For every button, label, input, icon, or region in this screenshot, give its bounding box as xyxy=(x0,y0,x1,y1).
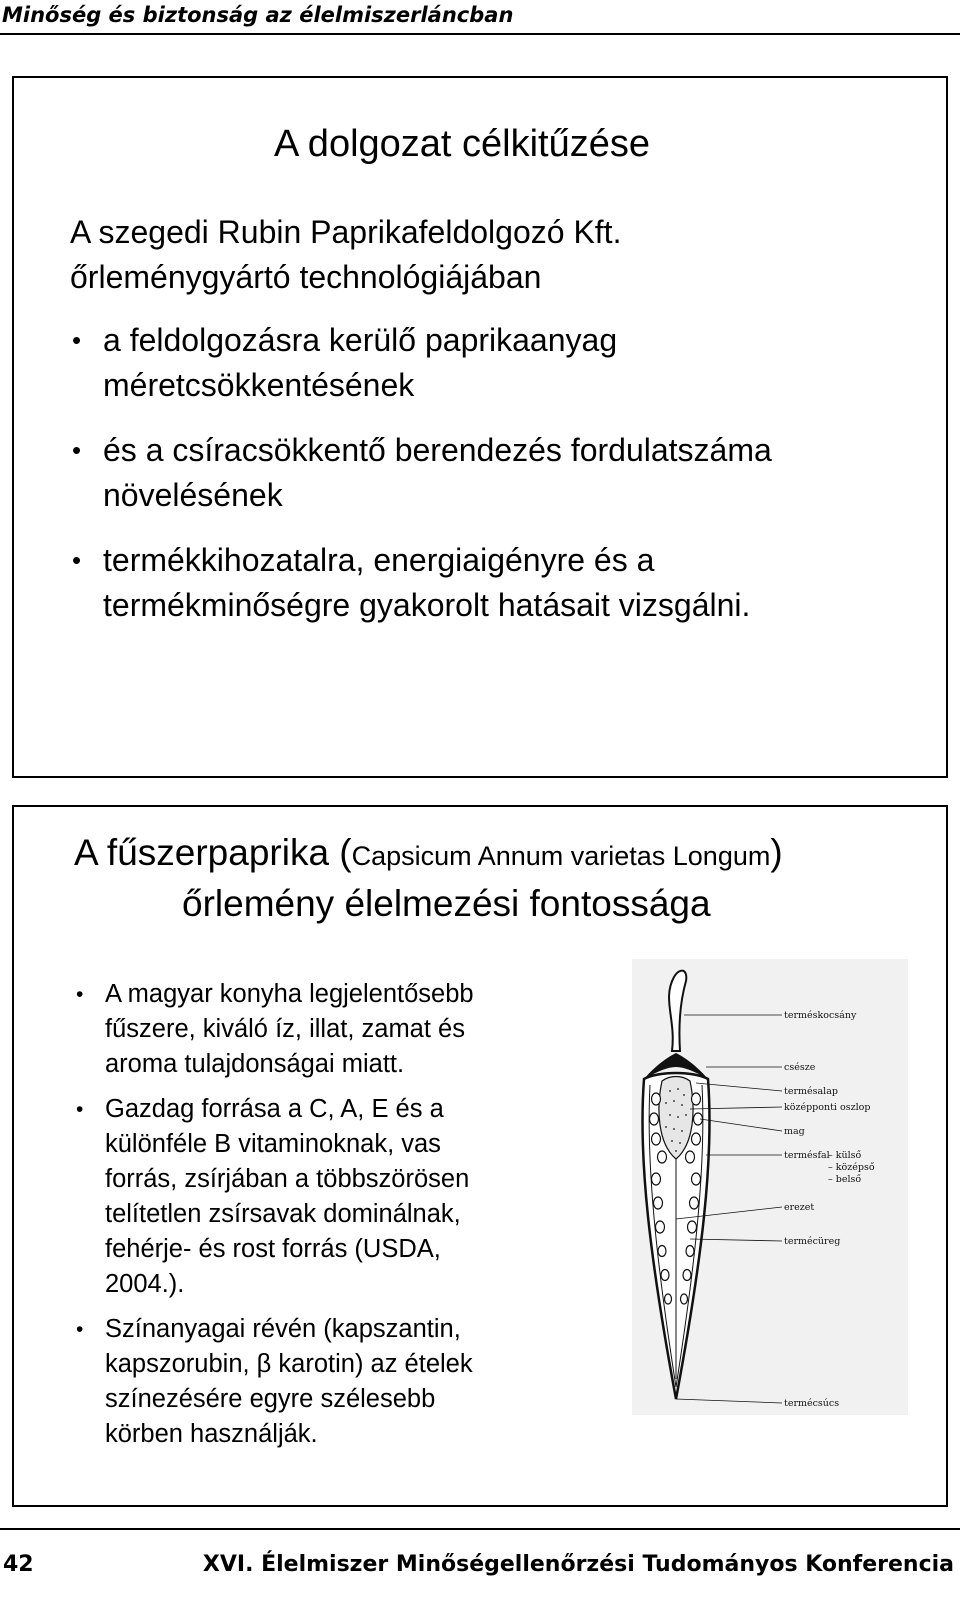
label-seed: mag xyxy=(784,1126,805,1137)
bullet-item xyxy=(70,538,772,628)
intro-line: őrleménygyártó technológiájában xyxy=(70,259,542,295)
label-stalk: terméskocsány xyxy=(784,1010,857,1021)
bullet-line: termékminőségre gyakorolt hatásait vizsgálni. xyxy=(103,587,751,623)
bullet-line: kapszorubin, β karotin) az ételek xyxy=(105,1350,473,1378)
bullet-item xyxy=(72,1312,612,1452)
label-vein: erezet xyxy=(784,1202,815,1213)
bullet-item xyxy=(70,318,772,408)
bullet-line: növelésének xyxy=(103,477,283,513)
header-rule xyxy=(0,33,960,35)
label-cavity: terméсüreg xyxy=(784,1236,841,1247)
bullet-line: • A magyar konyha legjelentősebb xyxy=(105,980,474,1008)
bullet-line: • a feldolgozásra kerülő paprikaanyag xyxy=(103,322,618,358)
slide2-title xyxy=(74,829,783,928)
conference-name: XVI. Élelmiszer Minőségellenőrzési Tudományos Konferencia xyxy=(202,1552,954,1577)
bullet-line: aroma tulajdonságai miatt. xyxy=(105,1050,405,1078)
slide2-bullet-list xyxy=(72,977,612,1462)
slide-objectives xyxy=(12,76,948,778)
slide1-title: A dolgozat célkitűzése xyxy=(274,123,651,165)
slide1-intro xyxy=(70,210,621,300)
bullet-line: • és a csíracsökkentő berendezés fordulatszáma xyxy=(103,432,772,468)
title-part: A fűszerpaprika ( xyxy=(74,832,352,873)
slide-importance xyxy=(12,805,948,1507)
pepper-cross-section-figure xyxy=(632,959,908,1415)
intro-line: A szegedi Rubin Paprikafeldolgozó Kft. xyxy=(70,214,622,250)
stalk-shape xyxy=(669,971,686,1051)
title-latin-name: Capsicum Annum varietas Longum xyxy=(351,841,771,871)
bullet-line: körben használják. xyxy=(105,1420,318,1448)
label-base: termésalap xyxy=(784,1086,838,1097)
label-wall-inner: – belső xyxy=(828,1174,862,1185)
bullet-line: • Gazdag forrása a C, A, E és a xyxy=(105,1095,444,1123)
bullet-line: telítetlen zsírsavak dominálnak, xyxy=(105,1200,461,1228)
title-part: ) xyxy=(770,832,783,873)
slide1-bullet-list xyxy=(70,318,772,648)
bullet-item xyxy=(72,977,612,1082)
pepper-diagram xyxy=(632,959,908,1415)
page-number: 42 xyxy=(3,1552,34,1577)
page-footer xyxy=(0,1528,960,1588)
bullet-item xyxy=(70,428,772,518)
header-title: Minőség és biztonság az élelmiszerláncban xyxy=(2,3,514,27)
label-column: középponti oszlop xyxy=(784,1102,871,1113)
bullet-line: forrás, zsírjában a többszörösen xyxy=(105,1165,470,1193)
bullet-line: • Színanyagai révén (kapszantin, xyxy=(105,1315,461,1343)
bullet-line: 2004.). xyxy=(105,1270,185,1298)
bullet-line: színezésére egyre szélesebb xyxy=(105,1385,436,1413)
label-wall-outer: – külső xyxy=(828,1150,862,1161)
page-header xyxy=(0,0,960,36)
bullet-item xyxy=(72,1092,612,1302)
bullet-line: különféle B vitaminoknak, vas xyxy=(105,1130,441,1158)
bullet-line: fűszere, kiváló íz, illat, zamat és xyxy=(105,1015,465,1043)
footer-rule xyxy=(0,1528,960,1530)
bullet-line: méretcsökkentésének xyxy=(103,367,415,403)
label-tip: termécsúcs xyxy=(784,1398,840,1409)
label-wall: termésfal xyxy=(784,1150,830,1161)
bullet-line: • termékkihozatalra, energiaigényre és a xyxy=(103,542,655,578)
label-calyx: csésze xyxy=(784,1062,816,1073)
bullet-line: fehérje- és rost forrás (USDA, xyxy=(105,1235,441,1263)
label-wall-middle: – középső xyxy=(828,1162,875,1173)
title-line2: őrlemény élelmezési fontossága xyxy=(182,883,711,924)
